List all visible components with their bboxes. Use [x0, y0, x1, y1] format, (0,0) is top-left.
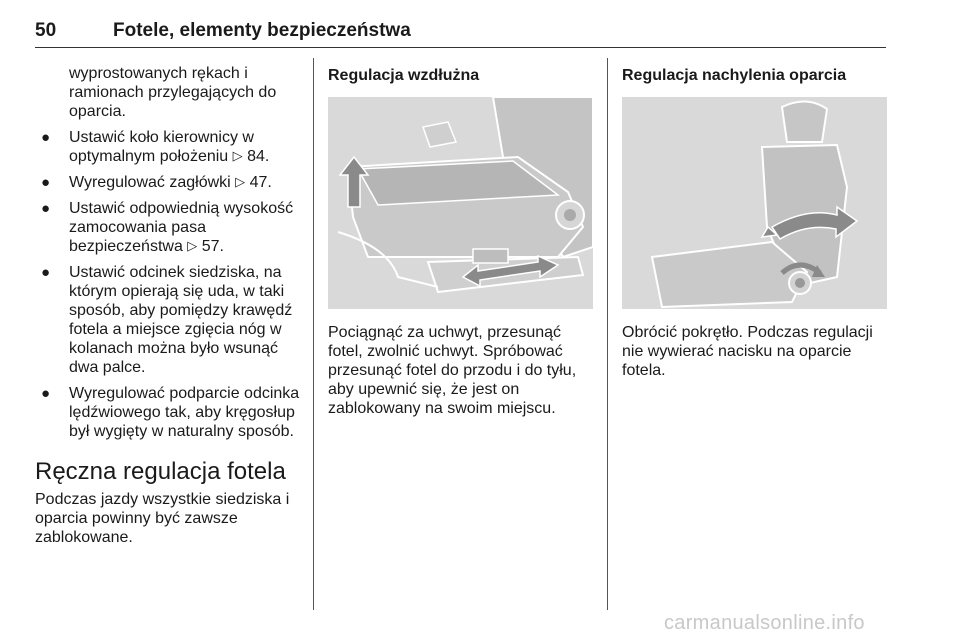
bullet-icon: ●	[41, 385, 51, 402]
list-item	[35, 199, 300, 256]
list-item	[35, 173, 300, 192]
page-reference: 84.	[247, 148, 270, 165]
column-divider	[607, 58, 608, 610]
list-item	[35, 263, 300, 377]
section-heading: Ręczna regulacja fotela	[35, 458, 286, 485]
watermark: carmanualsonline.info	[664, 612, 865, 634]
seat-longitudinal-illustration	[328, 97, 593, 309]
page-title: Fotele, elementy bezpieczeństwa	[113, 20, 411, 41]
page-header	[35, 0, 886, 48]
triangle-right-icon: ▷	[235, 174, 246, 189]
section-text: Podczas jazdy wszystkie siedziska i oparcia powinny być zawsze zablokowane.	[35, 491, 290, 546]
list-item	[35, 128, 300, 166]
continued-text: wyprostowanych rękach i ramionach przylegających do oparcia.	[69, 65, 277, 120]
bullet-icon: ●	[41, 200, 51, 217]
list-item-text: Ustawić odcinek siedziska, na którym opierają się uda, w taki sposób, aby pomiędzy krawędź fotela a miejsce zgięcia nóg w kolanach można było wsunąć dwa palce.	[69, 264, 293, 376]
page-reference: 57.	[201, 238, 224, 255]
bullet-icon: ●	[41, 129, 51, 146]
column-right	[622, 60, 887, 380]
seat-recline-illustration	[622, 97, 887, 309]
subsection-heading: Regulacja wzdłużna	[328, 67, 480, 84]
subsection-heading: Regulacja nachylenia oparcia	[622, 67, 847, 84]
list-item-text: Wyregulować zagłówki	[69, 174, 231, 191]
seat-slide-image	[328, 97, 593, 309]
column-left	[35, 60, 300, 547]
list-item-text: Wyregulować podparcie odcinka lędźwiowego tak, aby kręgosłup był wygięty w naturalny sposób.	[69, 385, 300, 440]
figure-description: Pociągnąć za uchwyt, przesunąć fotel, zwolnić uchwyt. Spróbować przesunąć fotel do przodu i do tyłu, aby upewnić się, że jest on zablokowany na swoim miejscu.	[328, 324, 577, 417]
triangle-right-icon: ▷	[187, 238, 198, 253]
bullet-icon: ●	[41, 264, 51, 281]
page-reference: 47.	[249, 174, 272, 191]
list-item-text: Ustawić koło kierownicy w optymalnym położeniu	[69, 129, 254, 165]
list-item-text: Ustawić odpowiednią wysokość zamocowania pasa bezpieczeństwa	[69, 200, 294, 255]
bullet-icon: ●	[41, 174, 51, 191]
triangle-right-icon: ▷	[232, 148, 243, 163]
page-number: 50	[35, 20, 57, 41]
seat-recline-image	[622, 97, 887, 309]
column-middle	[328, 60, 593, 418]
figure-description: Obrócić pokrętło. Podczas regulacji nie wywierać nacisku na oparcie fotela.	[622, 324, 873, 379]
column-divider	[313, 58, 314, 610]
list-item	[35, 384, 300, 441]
